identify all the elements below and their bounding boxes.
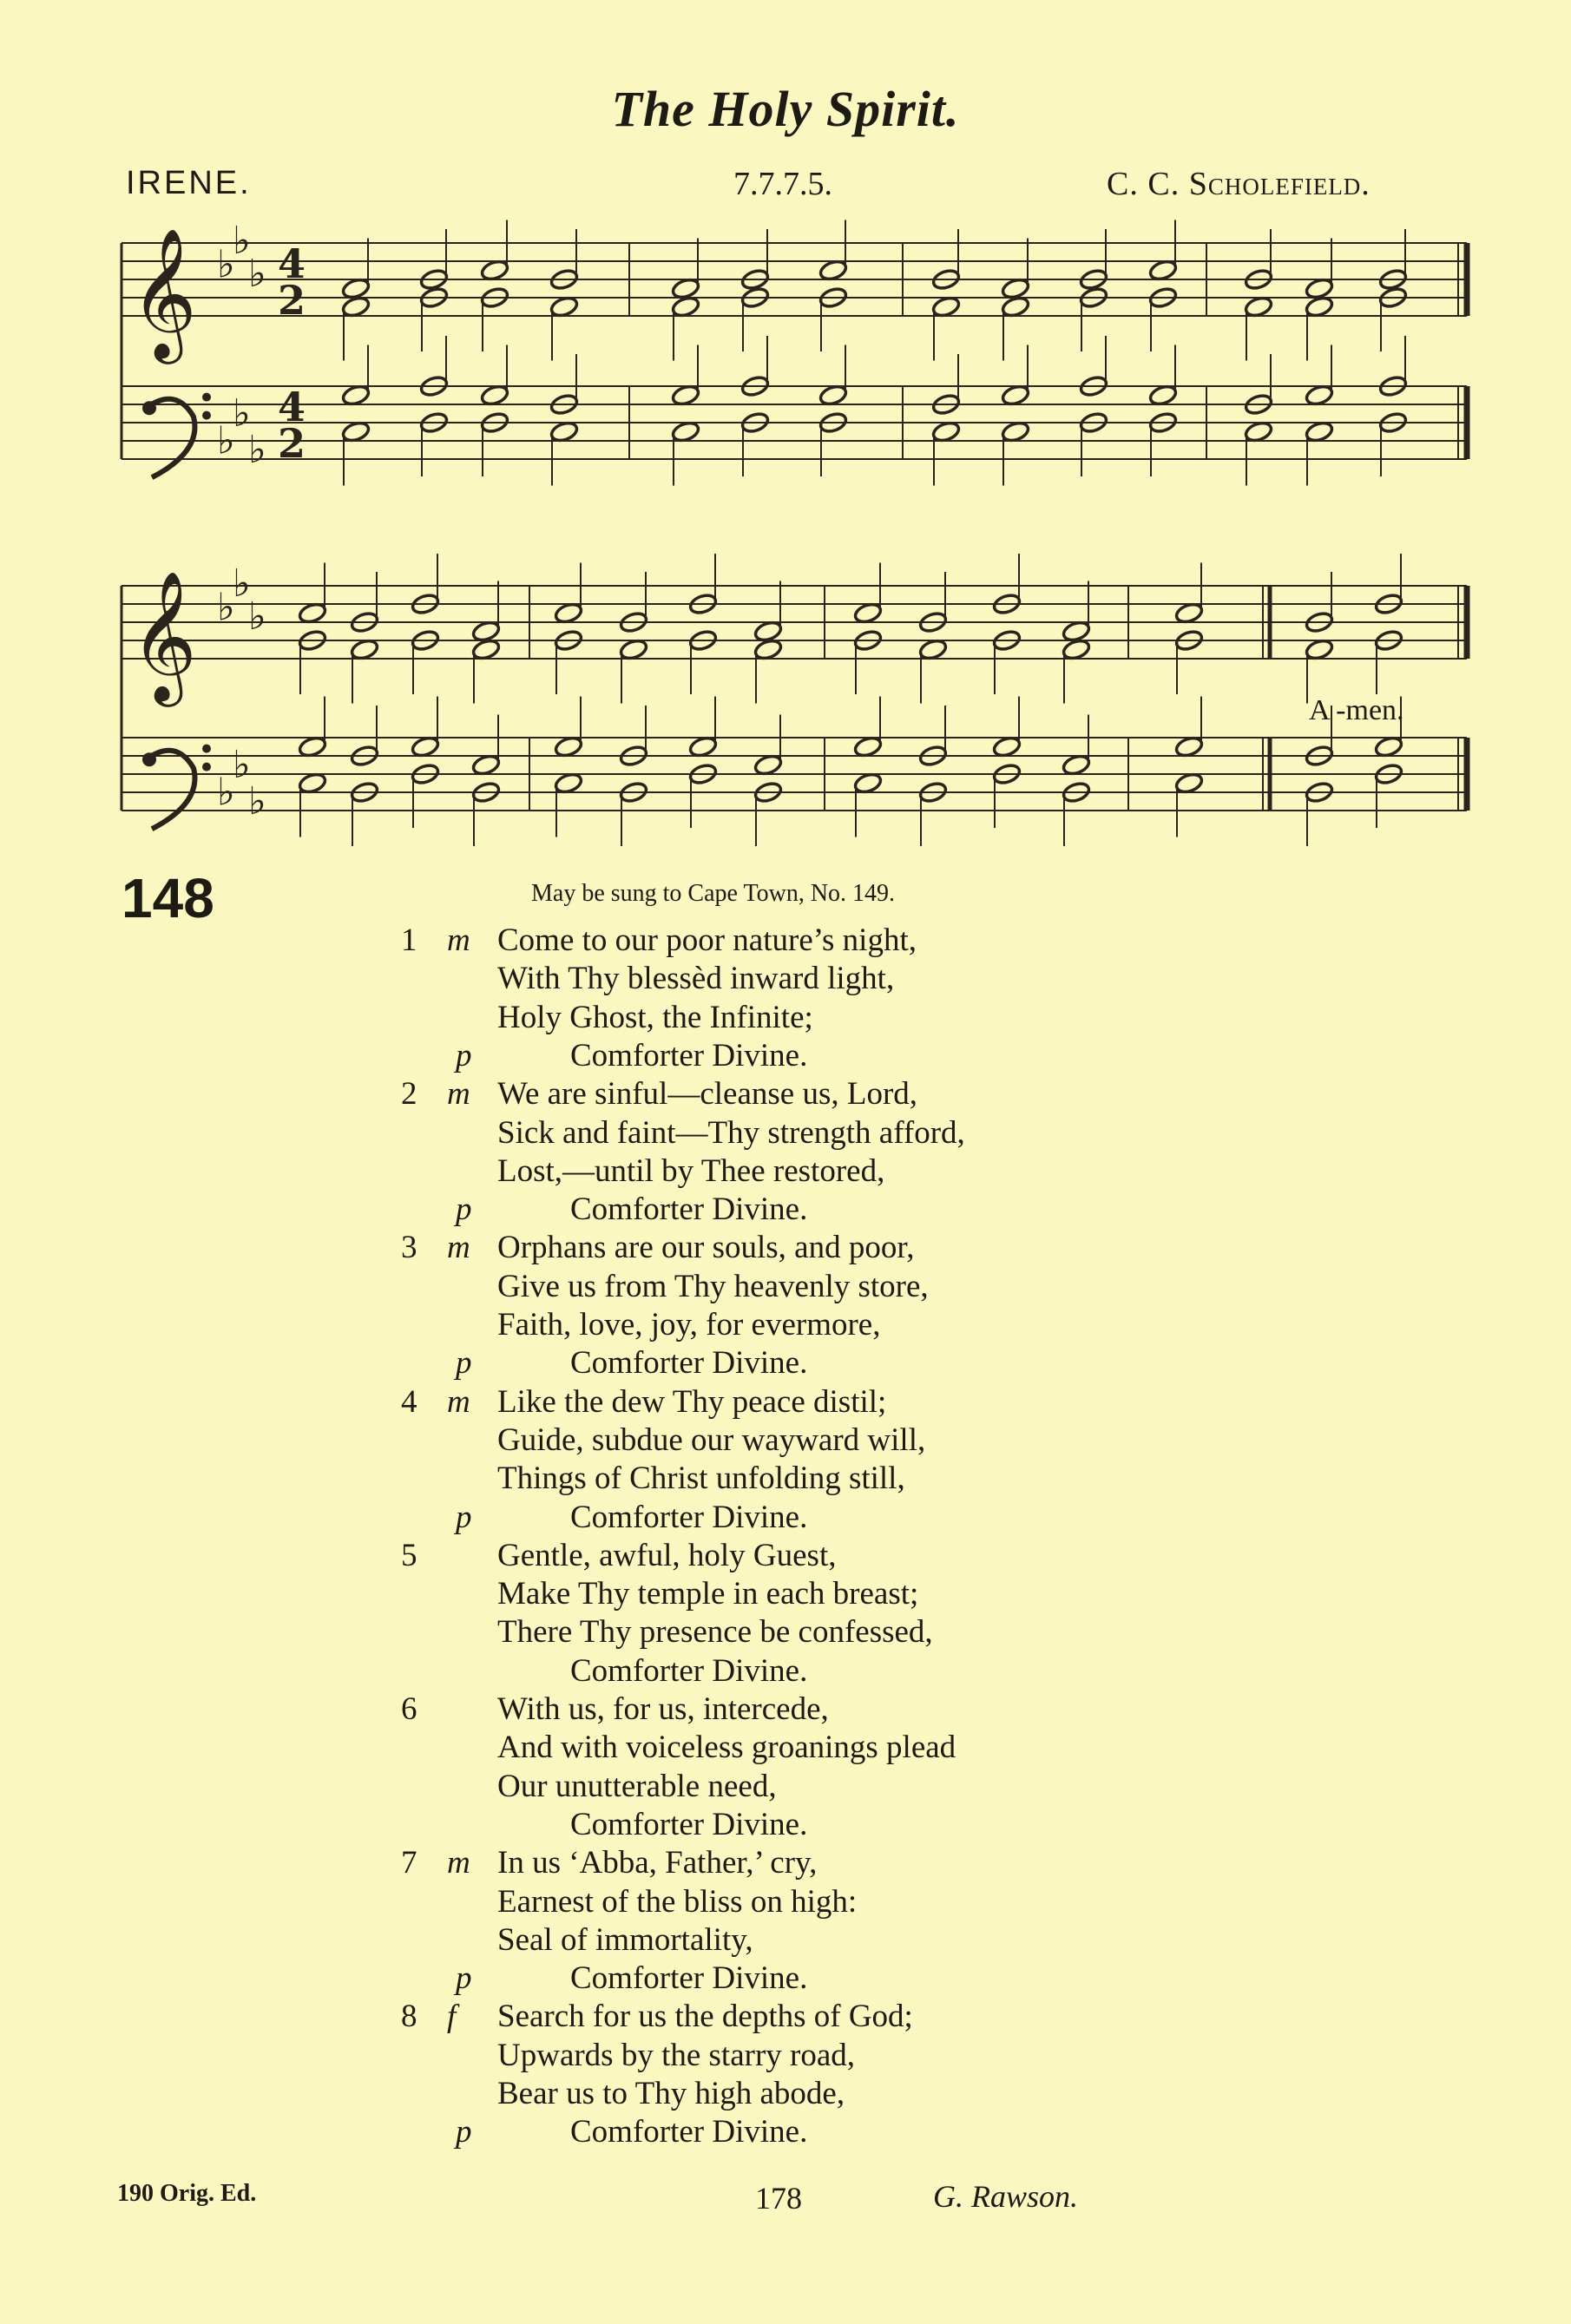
dynamic-marking: m [447, 1076, 470, 1113]
section-title: The Holy Spirit. [611, 81, 960, 137]
verse-line: In us ‘Abba, Father,’ cry, [497, 1845, 818, 1881]
verse-line: Things of Christ unfolding still, [497, 1461, 905, 1497]
dynamic-marking: m [447, 922, 470, 958]
verse-line: Our unutterable need, [497, 1768, 777, 1804]
verse-line: Faith, love, joy, for evermore, [497, 1307, 881, 1343]
alternate-tune-note: May be sung to Cape Town, No. 149. [531, 880, 896, 907]
bass-clef-dot [202, 411, 211, 420]
verse-line: Give us from Thy heavenly store, [497, 1268, 929, 1304]
flat-sign-icon: ♭ [248, 594, 266, 639]
verse-line: Comforter Divine. [570, 1960, 808, 1997]
verse-number: 8 [401, 1999, 417, 2035]
flat-sign-icon: ♭ [233, 742, 251, 787]
verse-number: 4 [401, 1383, 417, 1420]
verse-number: 7 [401, 1845, 417, 1881]
meter: 7.7.7.5. [733, 166, 832, 202]
dynamic-marking: p [456, 1960, 472, 1997]
flat-sign-icon: ♭ [217, 770, 235, 815]
bass-clef-icon [142, 752, 156, 766]
verse-line: With Thy blessèd inward light, [497, 961, 895, 997]
hymn-number: 148 [122, 867, 214, 929]
verse-line: Sick and faint—Thy strength afford, [497, 1114, 965, 1151]
flat-sign-icon: ♭ [233, 561, 251, 607]
verse-line: We are sinful—cleanse us, Lord, [497, 1076, 918, 1113]
time-signature: 4 [278, 384, 306, 430]
verse-line: Comforter Divine. [570, 1652, 808, 1689]
bass-clef-icon [142, 401, 156, 415]
verse-line: Holy Ghost, the Infinite; [497, 999, 813, 1035]
flat-sign-icon: ♭ [233, 391, 251, 436]
time-signature: 4 [278, 240, 306, 287]
verse-line: Bear us to Thy high abode, [497, 2076, 845, 2111]
treble-clef-icon: 𝄞 [130, 226, 197, 358]
dynamic-marking: p [456, 2114, 472, 2150]
verse-line: Seal of immortality, [497, 1921, 753, 1958]
flat-sign-icon: ♭ [248, 252, 266, 296]
verse-line: There Thy presence be confessed, [497, 1614, 933, 1651]
bass-clef-dot [202, 763, 211, 771]
verse-number: 5 [401, 1537, 417, 1573]
dynamic-marking: p [456, 1499, 472, 1535]
flat-sign-icon: ♭ [217, 585, 235, 630]
music-system-1 [0, 208, 1571, 529]
dynamic-marking: p [456, 1037, 472, 1073]
verse-line: Comforter Divine. [570, 1192, 808, 1228]
flat-sign-icon: ♭ [217, 418, 235, 463]
flat-sign-icon: ♭ [248, 427, 266, 472]
dynamic-marking: m [447, 1383, 470, 1420]
verse-line: Earnest of the bliss on high: [497, 1883, 858, 1920]
verse-line: Lost,—until by Thee restored, [497, 1152, 885, 1189]
time-signature: 2 [278, 420, 306, 467]
page-number: 178 [755, 2181, 802, 2216]
verse-line: Comforter Divine. [570, 2114, 808, 2150]
verse-number: 6 [401, 1691, 417, 1727]
verse-line: Guide, subdue our wayward will, [497, 1421, 926, 1458]
verse-number: 3 [401, 1230, 417, 1266]
time-signature: 2 [278, 277, 306, 324]
dynamic-marking: p [456, 1192, 472, 1228]
verse-line: With us, for us, intercede, [497, 1691, 829, 1727]
flat-sign-icon: ♭ [233, 219, 251, 264]
verse-line: Comforter Divine. [570, 1037, 808, 1073]
bass-clef-dot [202, 745, 211, 753]
verse-number: 2 [401, 1076, 417, 1113]
verse-line: Like the dew Thy peace distil; [497, 1383, 887, 1420]
dynamic-marking: f [447, 1999, 457, 2035]
dynamic-marking: m [447, 1230, 470, 1266]
dynamic-marking: p [456, 1345, 472, 1382]
hymn-author: G. Rawson. [933, 2179, 1079, 2214]
flat-sign-icon: ♭ [217, 242, 235, 287]
verse-line: Orphans are our souls, and poor, [497, 1230, 915, 1266]
composer: C. C. Scholefield. [1107, 166, 1371, 202]
verse-line: Comforter Divine. [570, 1806, 808, 1842]
verse-number: 1 [401, 922, 417, 958]
verse-line: Make Thy temple in each breast; [497, 1576, 919, 1612]
verse-line: Search for us the depths of God; [497, 1999, 913, 2035]
amen-label: A -men. [1309, 694, 1404, 726]
bass-clef-dot [202, 393, 211, 402]
verse-line: Come to our poor nature’s night, [497, 922, 917, 958]
verse-line: Upwards by the starry road, [497, 2037, 856, 2073]
verse-line: Gentle, awful, holy Guest, [497, 1537, 837, 1573]
flat-sign-icon: ♭ [248, 778, 266, 824]
verse-line: And with voiceless groanings plead [497, 1730, 956, 1766]
treble-clef-icon: 𝄞 [130, 569, 197, 701]
dynamic-marking: m [447, 1845, 470, 1881]
tune-name: IRENE. [126, 165, 252, 201]
verse-line: Comforter Divine. [570, 1499, 808, 1535]
original-edition-note: 190 Orig. Ed. [117, 2180, 257, 2207]
verse-line: Comforter Divine. [570, 1345, 808, 1382]
